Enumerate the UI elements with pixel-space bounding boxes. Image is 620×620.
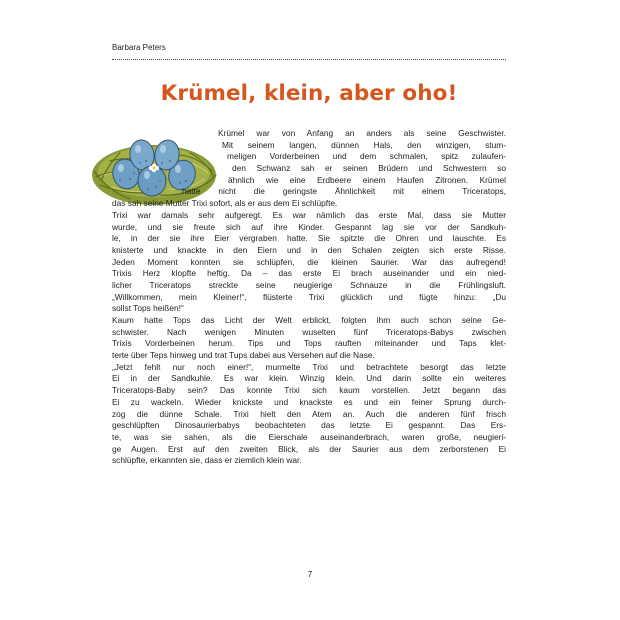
text-line: Trixis Vorderbeinen herum. Tips und Tops rauften miteinander und Taps klet- xyxy=(112,338,506,349)
chapter-title: Krümel, klein, aber oho! xyxy=(160,81,458,106)
text-line: „Jetzt fehlt nur noch einer!“, murmelte Trixi und betrachtete besorgt das letzte xyxy=(112,361,506,372)
text-line: zog die dünne Schale. Trixi hielt den Atem an. Auch die anderen fünf frisch xyxy=(112,408,506,419)
text-line: Ei zu wackeln. Wieder knickste und knackste es und ein feiner Sprung durch- xyxy=(112,396,506,407)
text-line: ge Augen. Erst auf den zweiten Blick, als der Saurier aus dem zerborstenen Ei xyxy=(112,443,506,454)
text-line: terte über Teps hinweg und trat Tups dabei aus Versehen auf die Nase. xyxy=(112,350,375,361)
text-line: Trixis Herz klopfte heftig. Da – das erste Ei brach auseinander und ein nied- xyxy=(112,268,506,279)
running-header-author: Barbara Peters xyxy=(112,43,166,52)
text-line: knisterte und knackte in den Eiern und in den Schalen zeigten sich erste Risse. xyxy=(112,244,506,255)
text-line: ähnlich wie eine Erdbeere einem Haufen Zitronen. Krümel xyxy=(228,174,506,185)
text-line: Trixi war damals sehr aufgeregt. Es war nämlich das erste Mal, dass sie Mutter xyxy=(112,209,506,220)
text-line: Krümel war von Anfang an anders als seine Geschwister. xyxy=(218,128,506,138)
header-divider xyxy=(112,59,506,60)
text-line: hatte nicht die geringste Ähnlichkeit mit einem Triceratops, xyxy=(182,186,506,197)
page-number: 7 xyxy=(307,570,313,579)
text-line: te, was sie sahen, als die Eierschale auseinanderbrach, waren große, neugieri- xyxy=(112,431,506,442)
text-line: das sah seine Mutter Trixi sofort, als er aus dem Ei schlüpfte. xyxy=(112,198,338,209)
text-line: den Schwanz sah er seinen Brüdern und Schwestern so xyxy=(232,163,506,174)
text-line: Ei in der Sandkuhle. Es war klein. Winzig klein. Und darin sollte ein weiteres xyxy=(112,373,506,384)
text-line: geschlüpften Dinosaurierbabys beobachteten das letzte Ei gespannt. Das Ers- xyxy=(112,420,506,431)
text-line: Kaum hatte Tops das Licht der Welt erblickt, folgten ihm auch schon seine Ge- xyxy=(112,315,506,325)
text-line: wurde, und sie freute sich auf ihre Kinder. Gespannt lag sie vor der Sandkuh- xyxy=(112,221,506,232)
story-text xyxy=(112,128,506,467)
text-line: Jeden Moment konnten sie schlüpfen, die kleinen Saurier. War das aufregend! xyxy=(112,256,506,267)
text-line: schlüpfte, erkannten sie, dass er ziemlich klein war. xyxy=(112,455,302,466)
text-line: meligen Vorderbeinen und dem schmalen, spitz zulaufen- xyxy=(227,151,506,162)
text-line: sollst Tops heißen!“ xyxy=(112,303,184,314)
text-line: schwister. Nach wenigen Minuten wuselten fünf Triceratops-Babys zwischen xyxy=(112,326,506,337)
text-line: Triceratops-Baby sein? Das konnte Trixi sich kaum vorstellen. Jetzt begann das xyxy=(112,385,506,396)
text-line: licher Triceratops streckte seine neugierige Schnauze in die Frühlingsluft. xyxy=(112,279,506,290)
text-line: le, in der sie ihre Eier vergraben hatte. Sie spitzte die Ohren und lauschte. Es xyxy=(112,233,506,244)
text-line: „Willkommen, mein Kleiner!“, flüsterte Trixi glücklich und fügte hinzu: „Du xyxy=(112,291,506,302)
text-line: Mit seinem langen, dünnen Hals, den winzigen, stum- xyxy=(222,139,506,150)
